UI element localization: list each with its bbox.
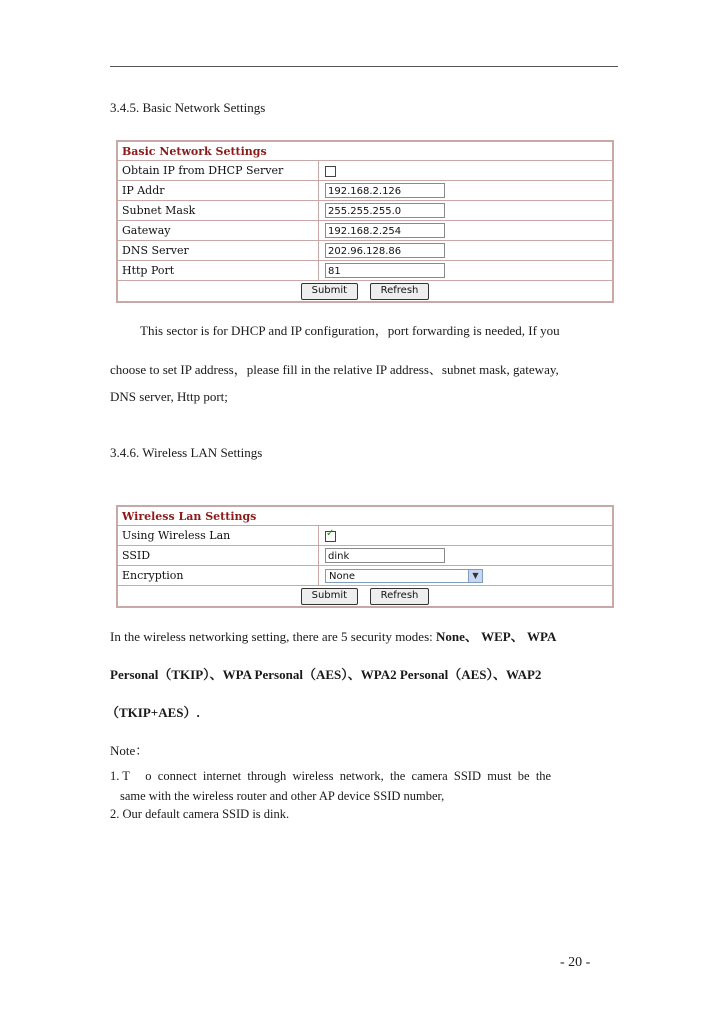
ip-addr-input[interactable]: 192.168.2.126 (325, 183, 445, 198)
using-wireless-label: Using Wireless Lan (118, 526, 319, 546)
refresh-button[interactable]: Refresh (370, 283, 430, 300)
http-port-input[interactable]: 81 (325, 263, 445, 278)
dns-server-label: DNS Server (118, 241, 319, 261)
submit-button[interactable]: Submit (301, 283, 358, 300)
encryption-select[interactable] (325, 569, 483, 583)
note-item-1-line2: same with the wireless router and other AP device SSID number, (120, 789, 445, 803)
ssid-label: SSID (118, 546, 319, 566)
wireless-panel-title: Wireless Lan Settings (118, 507, 613, 526)
dhcp-paragraph-line2: choose to set IP address，please fill in the relative IP address、subnet mask, gateway, (110, 362, 559, 377)
header-rule (110, 66, 618, 67)
ip-addr-label: IP Addr (118, 181, 319, 201)
basic-network-panel (116, 140, 614, 303)
chevron-down-icon[interactable]: ▼ (468, 570, 482, 582)
note-item-1-line1: 1. T o connect internet through wireless network, the camera SSID must be the (110, 769, 552, 783)
encryption-selected-value: None (329, 570, 356, 582)
gateway-input[interactable]: 192.168.2.254 (325, 223, 445, 238)
panel-title: Basic Network Settings (118, 142, 613, 161)
wireless-panel (116, 505, 614, 608)
wireless-submit-button[interactable]: Submit (301, 588, 358, 605)
section-heading-basic-network: 3.4.5. Basic Network Settings (110, 100, 266, 115)
subnet-mask-label: Subnet Mask (118, 201, 319, 221)
dhcp-paragraph-line3: DNS server, Http port; (110, 389, 228, 404)
security-modes-list-2: Personal（TKIP）、WPA Personal（AES）、WPA2 Personal（AES）、WAP2 (110, 667, 542, 682)
security-modes-list-3: （TKIP+AES）. (106, 705, 200, 720)
security-modes-intro: In the wireless networking setting, there are 5 security modes: (110, 629, 436, 644)
security-modes-paragraph-line1 (110, 626, 618, 645)
section-heading-wireless: 3.4.6. Wireless LAN Settings (110, 445, 263, 460)
note-item-2: 2. Our default camera SSID is dink. (110, 807, 290, 821)
using-wireless-checkbox[interactable] (325, 531, 336, 542)
security-modes-list-1: None、 WEP、 WPA (436, 629, 557, 644)
subnet-mask-input[interactable]: 255.255.255.0 (325, 203, 445, 218)
gateway-label: Gateway (118, 221, 319, 241)
wireless-refresh-button[interactable]: Refresh (370, 588, 430, 605)
dns-server-input[interactable]: 202.96.128.86 (325, 243, 445, 258)
dhcp-label: Obtain IP from DHCP Server (118, 161, 319, 181)
ssid-input[interactable]: dink (325, 548, 445, 563)
page-number: - 20 - (560, 955, 591, 970)
dhcp-paragraph-line1: This sector is for DHCP and IP configuration，port forwarding is needed, If you (140, 323, 560, 338)
note-label: Note： (110, 743, 149, 758)
http-port-label: Http Port (118, 261, 319, 281)
encryption-label: Encryption (118, 566, 319, 586)
dhcp-checkbox[interactable] (325, 166, 336, 177)
